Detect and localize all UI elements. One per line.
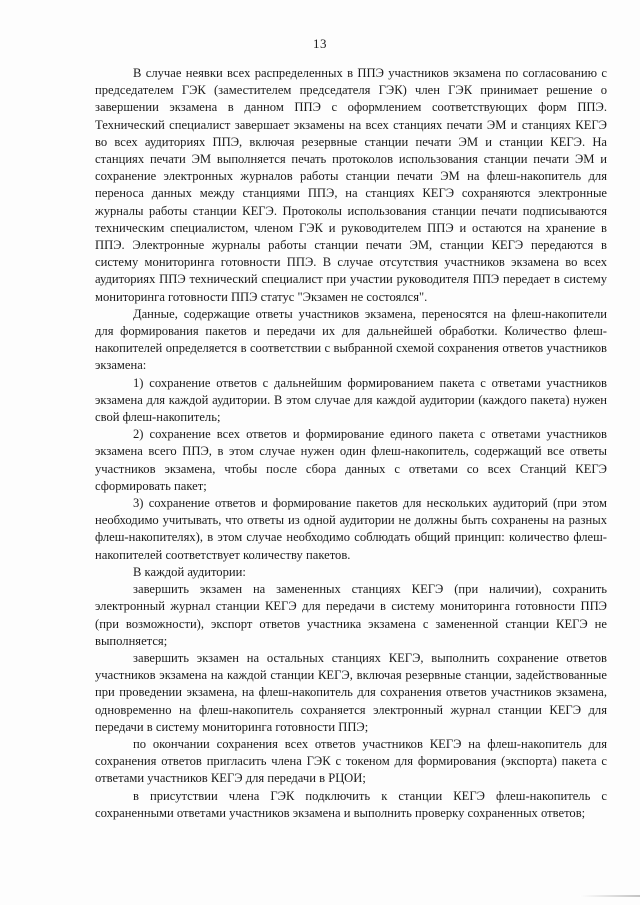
step-verify-answers: в присутствии члена ГЭК подключить к станции КЕГЭ флеш-накопитель с сохраненными ответами участников экзамена и выполнить проверку сохраненных ответов; — [95, 788, 607, 820]
list-item-scheme-2: 2) сохранение всех ответов и формирование единого пакета с ответами участников экзамена всего ППЭ, в этом случае нужен один флеш-накопитель, содержащий все ответы участников экзамена, чтобы после сбора данных с ответами со всех Станций КЕГЭ сформировать пакет; — [95, 427, 607, 493]
document-body — [95, 65, 607, 822]
page-number: 13 — [313, 36, 327, 51]
step-invite-gek-member: по окончании сохранения всех ответов участников КЕГЭ на флеш-накопитель для сохранения ответов пригласить члена ГЭК с токеном для формирования (экспорта) пакета с ответами участников КЕГЭ для передачи в РЦОИ; — [95, 736, 607, 786]
paragraph-no-show-procedure: В случае неявки всех распределенных в ППЭ участников экзамена по согласованию с председателем ГЭК (заместителем председателя ГЭК) член ГЭК принимает решение о завершении экзамена в данном ППЭ с оформлением соответствующих форм ППЭ. Технический специалист завершает экзамены на всех станциях печати ЭМ и станциях КЕГЭ во всех аудиториях ППЭ, включая резервные станции печати ЭМ и станции КЕГЭ. На станциях печати ЭМ выполняется печать протоколов использования станции печати ЭМ и сохранение электронных журналов работы станции печати ЭМ на флеш-накопитель для переноса данных между станциями ППЭ, на станциях КЕГЭ сохраняются электронные журналы работы станции КЕГЭ. Протоколы использования станции печати подписываются техническим специалистом, членом ГЭК и руководителем ППЭ и остаются на хранение в ППЭ. Электронные журналы работы станции печати ЭМ, станции КЕГЭ передаются в систему мониторинга готовности ППЭ. В случае отсутствия участников экзамена во всех аудиториях ППЭ технический специалист при участии руководителя ППЭ передает в систему мониторинга готовности ППЭ статус "Экзамен не состоялся". — [95, 66, 607, 304]
step-replaced-stations: завершить экзамен на замененных станциях КЕГЭ (при наличии), сохранить электронный журнал станции КЕГЭ для передачи в систему мониторинга готовности ППЭ (при возможности), экспорт ответов участника экзамена с замененной станции КЕГЭ не выполняется; — [95, 582, 607, 648]
paragraph-answer-transfer: Данные, содержащие ответы участников экзамена, переносятся на флеш-накопители для формирования пакетов и передачи их для дальнейшей обработки. Количество флеш-накопителей определяется в соответствии с выбранной схемой сохранения ответов участников экзамена: — [95, 306, 607, 373]
list-item-scheme-1: 1) сохранение ответов с дальнейшим формированием пакета с ответами участников экзамена для каждой аудитории. В этом случае для каждой аудитории (каждого пакета) нужен свой флеш-накопитель; — [95, 375, 607, 425]
scan-edge-mark — [580, 895, 640, 897]
step-other-stations: завершить экзамен на остальных станциях КЕГЭ, выполнить сохранение ответов участников экзамена на каждой станции КЕГЭ, включая резервные станции, задействованные при проведении экзамена, на флеш-накопитель для сохранения ответов участников экзамена, одновременно на флеш-накопитель сохраняется электронный журнал станции КЕГЭ для передачи в систему мониторинга готовности ППЭ; — [95, 650, 607, 734]
list-item-scheme-3: 3) сохранение ответов и формирование пакетов для нескольких аудиторий (при этом необходимо учитывать, что ответы из одной аудитории не должны быть сохранены на разных флеш-накопителях), в этом случае необходимо соблюдать общий принцип: количество флеш-накопителей соответствует количеству пакетов. — [95, 496, 607, 562]
paragraph-in-each-room: В каждой аудитории: — [133, 564, 246, 579]
